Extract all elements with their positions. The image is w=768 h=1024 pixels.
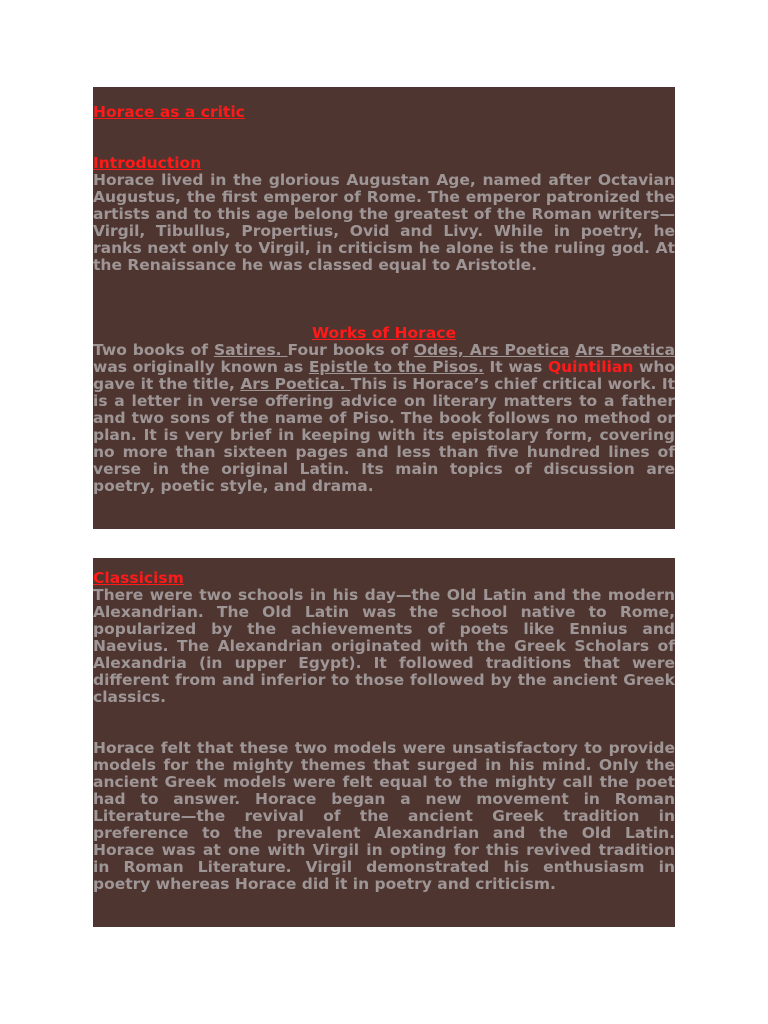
introduction-paragraph: Horace lived in the glorious Augustan Age, named after Octavian Augustus, the first emperor of Rome. The emperor patronized the artists and to this age belong the greatest of the Roman writers—Virgil, Tibullus, Propertius, Ovid and Livy. While in poetry, he ranks next only to Virgil, in criticism he alone is the ruling god. At the Renaissance he was classed equal to Aristotle. <box>93 171 675 274</box>
classicism-paragraph-2: Horace felt that these two models were unsatisfactory to provide models for the mighty themes that surged in his mind. Only the ancient Greek models were felt equal to the mighty call the poet had to answer. Horace began a new movement in Roman Literature—the revival of the ancient Greek tradition in preference to the prevalent Alexandrian and the Old Latin. Horace was at one with Virgil in opting for this revived tradition in Roman Literature. Virgil demonstrated his enthusiasm in poetry whereas Horace did it in poetry and criticism. <box>93 739 675 893</box>
works-text-1: Two books of <box>93 341 214 359</box>
works-paragraph <box>93 342 675 495</box>
works-text-7: This is Horace’s chief critical work. It is a letter in verse offering advice on literary matters to a father and two sons of the name of Piso. The book follows no method or plan. It is very brief in keeping with its epistolary form, covering no more than sixteen pages and less than five hundred lines of verse in the original Latin. Its main topics of discussion are poetry, poetic style, and drama. <box>93 375 676 495</box>
works-heading <box>93 325 675 342</box>
satires-link[interactable]: Satires. <box>213 341 288 359</box>
odes-link[interactable]: Odes, Ars Poetica <box>413 341 570 359</box>
works-text-5: It was <box>483 358 548 376</box>
works-heading-link[interactable]: Works of Horace <box>312 324 456 342</box>
works-text-2: Four books of <box>287 341 414 359</box>
second-content-panel <box>93 558 675 927</box>
works-text-6: who gave it the title, <box>93 358 676 393</box>
epistle-link[interactable]: Epistle to the Pisos. <box>308 358 484 376</box>
classicism-heading[interactable]: Classicism <box>93 569 184 587</box>
ars-poetica-link[interactable]: Ars Poetica <box>575 341 676 359</box>
works-text-4: was originally known as <box>93 358 309 376</box>
classicism-paragraph-1: There were two schools in his day—the Old Latin and the modern Alexandrian. The Old Latin was the school native to Rome, popularized by the achievements of poets like Ennius and Naevius. The Alexandrian originated with the Greek Scholars of Alexandria (in upper Egypt). It followed traditions that were different from and inferior to those followed by the ancient Greek classics. <box>93 586 675 706</box>
document-title[interactable]: Horace as a critic <box>93 103 245 121</box>
quintilian-highlight: Quintilian <box>547 358 634 376</box>
introduction-heading[interactable]: Introduction <box>93 154 202 172</box>
ars-poetica-link-2[interactable]: Ars Poetica. <box>240 375 351 393</box>
first-content-panel <box>93 87 675 529</box>
